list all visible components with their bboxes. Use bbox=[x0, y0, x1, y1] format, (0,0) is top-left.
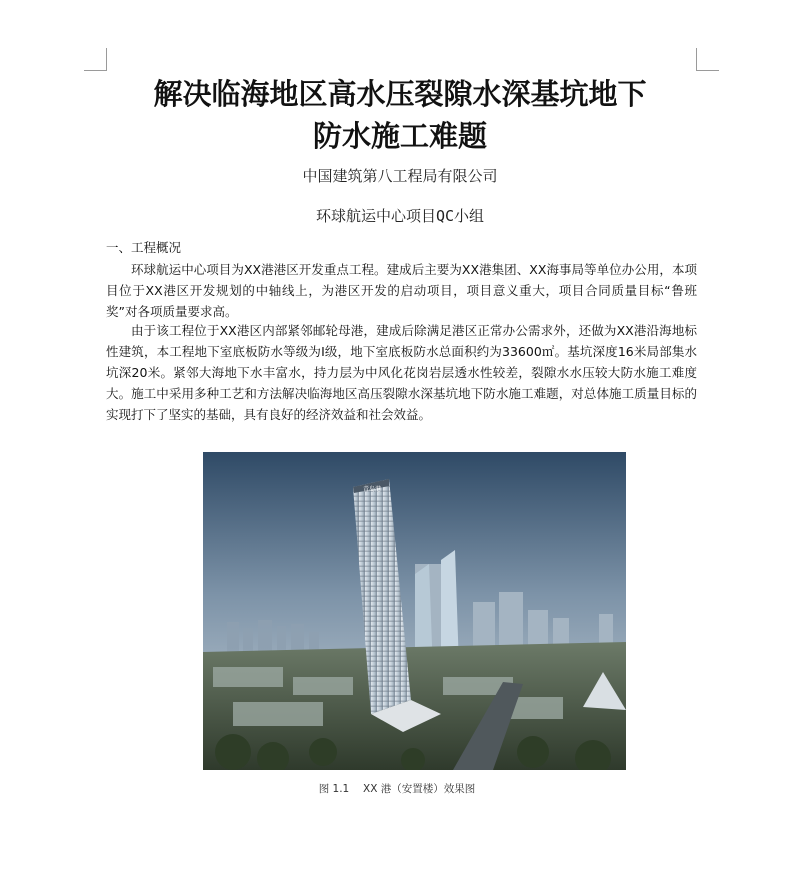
paragraph-1: 环球航运中心项目为XX港港区开发重点工程。建成后主要为XX港集团、XX海事局等单位办公用，本项目位于XX港区开发规划的中轴线上，为港区开发的启动项目，项目意义重大，项目合同质量目标“鲁班奖”对各项质量要求高。 bbox=[106, 262, 697, 319]
building-rendering-image bbox=[203, 452, 626, 770]
team-name: 环球航运中心项目QC小组 bbox=[315, 207, 485, 225]
tower-sign: 青岛港 bbox=[363, 486, 382, 493]
document-title-line1: 解决临海地区高水压裂隙水深基坑地下 bbox=[153, 77, 647, 111]
page-corner-mark-top-left bbox=[84, 48, 107, 71]
paragraph-2: 由于该工程位于XX港区内部紧邻邮轮母港，建成后除满足港区正常办公需求外，还做为XX港沿海地标性建筑，本工程地下室底板防水等级为Ⅰ级，地下室底板防水总面积约为33600㎡。基坑深度16米局部集水坑深20米。紧邻大海地下水丰富水，持力层为中风化花岗岩层透水性较差，裂隙水水压较大防水施工难度大。施工中采用多种工艺和方法解决临海地区高压裂隙水深基坑地下防水施工难题，对总体施工质量目标的实现打下了坚实的基础，具有良好的经济效益和社会效益。 bbox=[106, 323, 697, 422]
figure-caption: 图 1.1 XX 港（安置楼）效果图 bbox=[318, 783, 476, 795]
section-heading: 一、工程概况 bbox=[106, 240, 182, 255]
page-corner-mark-top-right bbox=[696, 48, 719, 71]
document-title-line2: 防水施工难题 bbox=[312, 119, 487, 153]
organization-name: 中国建筑第八工程局有限公司 bbox=[302, 167, 498, 185]
